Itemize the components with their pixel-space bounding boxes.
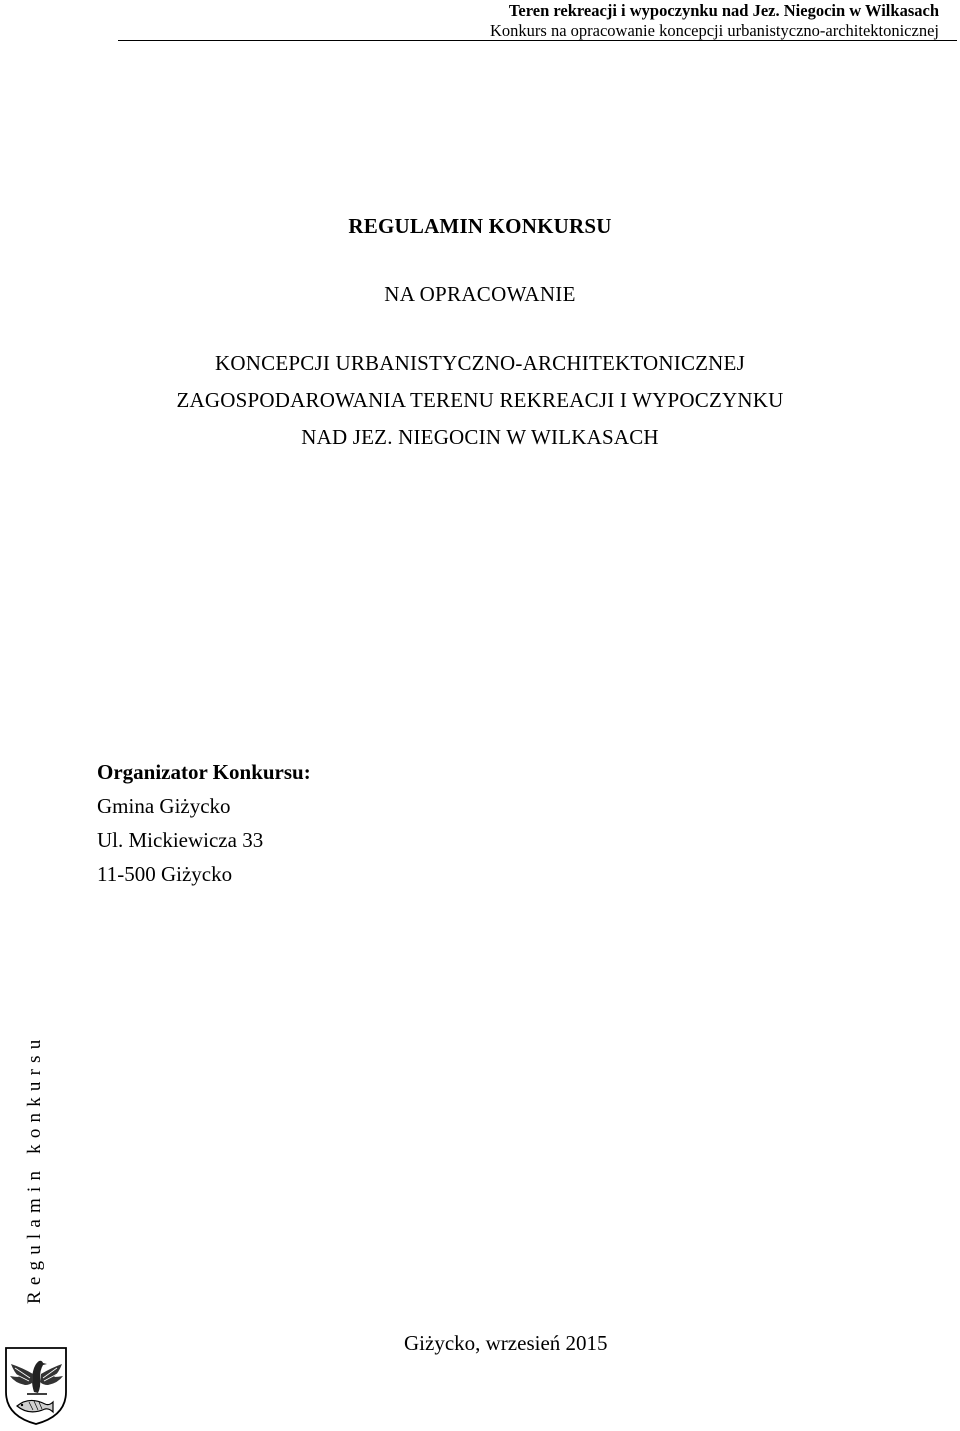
document-topic-line: NAD JEZ. NIEGOCIN W WILKASACH [301, 425, 659, 449]
organizer-block [97, 755, 311, 891]
page-header [0, 0, 960, 44]
header-subtitle: Konkurs na opracowanie koncepcji urbanistyczno-architektonicznej [490, 21, 939, 40]
document-topic-line: KONCEPCJI URBANISTYCZNO-ARCHITEKTONICZNEJ [215, 351, 745, 375]
organizer-name: Gmina Giżycko [97, 794, 231, 818]
document-title: REGULAMIN KONKURSU [348, 214, 612, 238]
side-label: Regulamin konkursu [24, 1033, 45, 1304]
header-divider [118, 40, 957, 41]
document-topic-line: ZAGOSPODAROWANIA TERENU REKREACJI I WYPOCZYNKU [176, 388, 784, 412]
organizer-label: Organizator Konkursu: [97, 760, 311, 784]
document-subtitle: NA OPRACOWANIE [384, 282, 576, 306]
document-topic [0, 345, 960, 456]
organizer-city: 11-500 Giżycko [97, 862, 233, 886]
organizer-street: Ul. Mickiewicza 33 [97, 828, 264, 852]
place-and-date: Giżycko, wrzesień 2015 [404, 1331, 608, 1355]
coat-of-arms-icon [3, 1346, 69, 1426]
header-title: Teren rekreacji i wypoczynku nad Jez. Niegocin w Wilkasach [508, 1, 939, 20]
